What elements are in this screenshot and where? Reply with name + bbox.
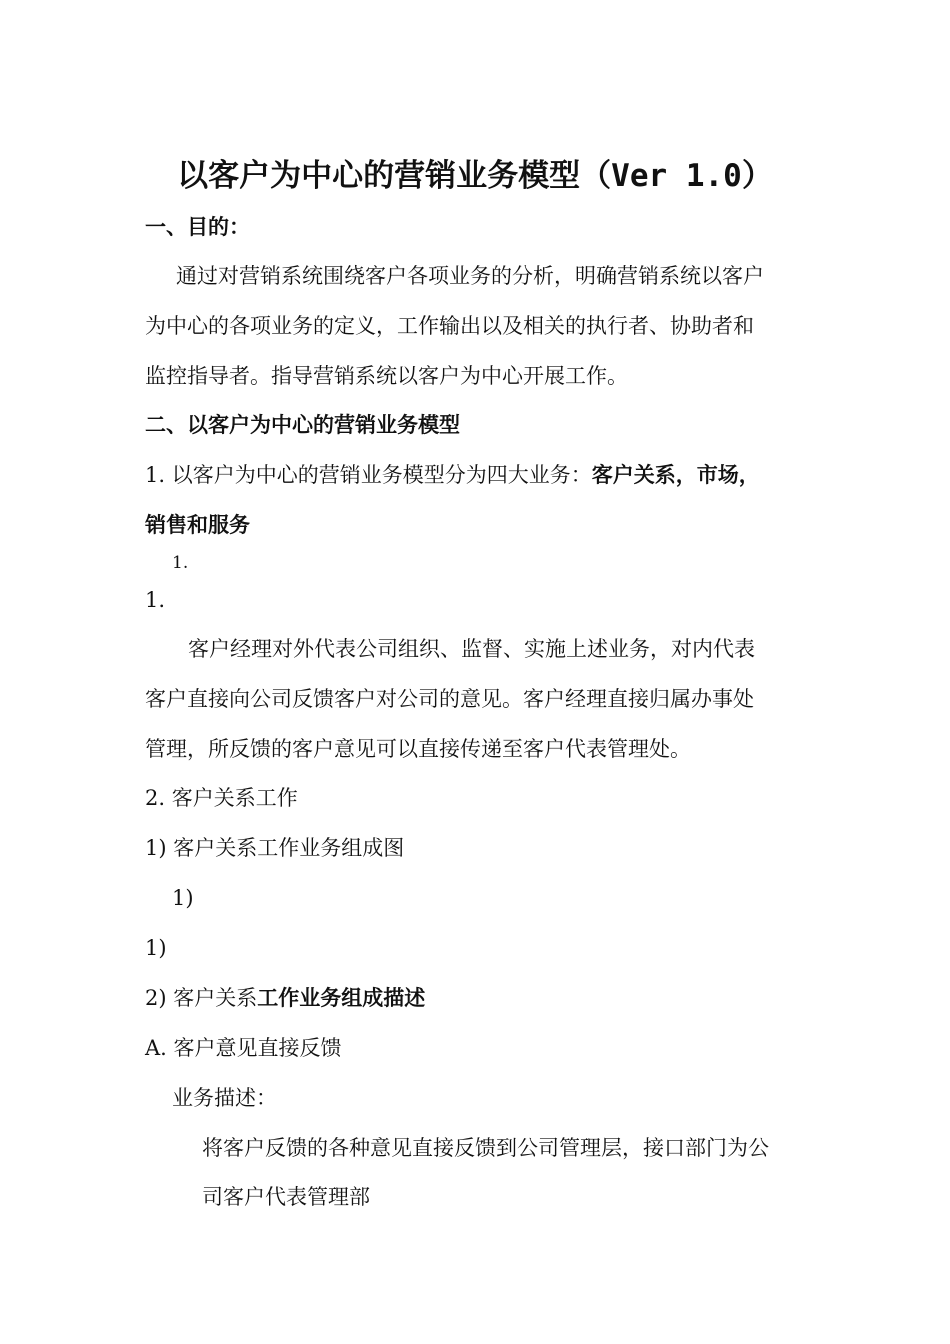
business-description-label: 业务描述： <box>172 1086 277 1110</box>
section2-heading: 二、以客户为中心的营销业务模型 <box>145 413 460 437</box>
paragraph-line-3: 管理，所反馈的客户意见可以直接传递至客户代表管理处。 <box>145 737 691 761</box>
sub1-line: 1) 客户关系工作业务组成图 <box>145 836 405 860</box>
list-number-c: 1) <box>172 886 194 910</box>
sub2-prefix: 2) 客户关系 <box>145 986 258 1010</box>
list-number-b: 1. <box>145 588 166 612</box>
item2-line: 2. 客户关系工作 <box>145 786 298 810</box>
item1-bold-a: 客户关系，市场， <box>591 463 760 487</box>
itemA-line: A. 客户意见直接反馈 <box>145 1036 342 1060</box>
paragraph-line-1: 客户经理对外代表公司组织、监督、实施上述业务，对内代表 <box>188 637 755 661</box>
page-title <box>0 156 950 196</box>
section1-line-1: 通过对营销系统围绕客户各项业务的分析，明确营销系统以客户 <box>176 264 764 288</box>
sub2-bold: 工作业务组成描述 <box>257 986 426 1010</box>
business-description-line-2: 司客户代表管理部 <box>202 1185 370 1209</box>
paragraph-line-2: 客户直接向公司反馈客户对公司的意见。客户经理直接归属办事处 <box>145 687 754 711</box>
item1-prefix: 1. 以客户为中心的营销业务模型分为四大业务： <box>145 463 592 487</box>
title-version: （Ver 1.0） <box>580 158 773 194</box>
business-description-line-1: 将客户反馈的各种意见直接反馈到公司管理层，接口部门为公 <box>202 1136 769 1160</box>
item1-bold-b: 销售和服务 <box>145 513 250 537</box>
title-main: 以客户为中心的营销业务模型 <box>177 158 581 194</box>
sub2-line <box>145 984 425 1012</box>
section1-heading: 一、目的： <box>145 215 250 239</box>
item1-line <box>145 461 760 489</box>
section1-line-3: 监控指导者。指导营销系统以客户为中心开展工作。 <box>145 364 628 388</box>
list-number-a: 1. <box>172 553 189 573</box>
section1-line-2: 为中心的各项业务的定义，工作输出以及相关的执行者、协助者和 <box>145 314 754 338</box>
list-number-d: 1) <box>145 936 167 960</box>
